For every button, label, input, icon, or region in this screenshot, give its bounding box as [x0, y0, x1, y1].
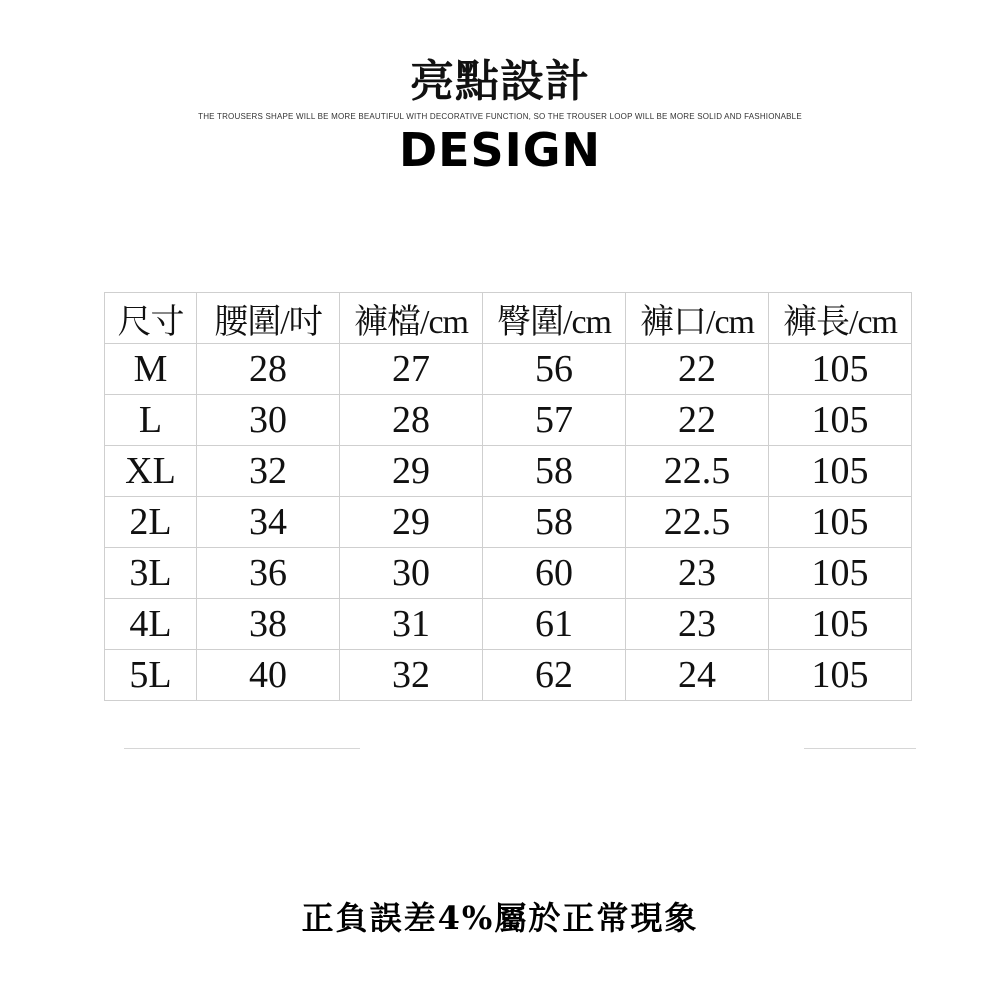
table-row: [105, 650, 912, 701]
waist-cell: 32: [197, 446, 340, 497]
column-header-leg-opening: 褲口/cm: [626, 293, 769, 344]
hip-cell: 61: [483, 599, 626, 650]
table-row: [105, 599, 912, 650]
feature-title-chinese: 亮點設計: [410, 56, 590, 107]
leg-opening-cell: 24: [626, 650, 769, 701]
size-cell: XL: [105, 446, 197, 497]
waist-cell: 28: [197, 344, 340, 395]
rise-cell: 30: [340, 548, 483, 599]
column-header-size: 尺寸: [105, 293, 197, 344]
rise-cell: 28: [340, 395, 483, 446]
hip-cell: 56: [483, 344, 626, 395]
table-row: [105, 548, 912, 599]
length-cell: 105: [769, 548, 912, 599]
column-header-rise: 褲檔/cm: [340, 293, 483, 344]
waist-cell: 36: [197, 548, 340, 599]
column-header-hip: 臀圍/cm: [483, 293, 626, 344]
waist-cell: 38: [197, 599, 340, 650]
divider-line-right: [804, 748, 916, 749]
rise-cell: 29: [340, 497, 483, 548]
table-row: [105, 446, 912, 497]
size-cell: 4L: [105, 599, 197, 650]
waist-cell: 30: [197, 395, 340, 446]
size-cell: L: [105, 395, 197, 446]
size-cell: 5L: [105, 650, 197, 701]
hip-cell: 62: [483, 650, 626, 701]
table-row: [105, 395, 912, 446]
leg-opening-cell: 22.5: [626, 497, 769, 548]
table-row: [105, 497, 912, 548]
table-row: [105, 344, 912, 395]
rise-cell: 29: [340, 446, 483, 497]
hip-cell: 60: [483, 548, 626, 599]
leg-opening-cell: 23: [626, 599, 769, 650]
column-header-waist: 腰圍/吋: [197, 293, 340, 344]
leg-opening-cell: 22: [626, 395, 769, 446]
feature-subtitle: THE TROUSERS SHAPE WILL BE MORE BEAUTIFUL WITH DECORATIVE FUNCTION, SO THE TROUSER LOOP WILL BE MORE SOLID AND FASHIONABLE: [198, 112, 802, 121]
size-cell: 2L: [105, 497, 197, 548]
leg-opening-cell: 23: [626, 548, 769, 599]
divider-line-left: [124, 748, 360, 749]
length-cell: 105: [769, 599, 912, 650]
size-cell: M: [105, 344, 197, 395]
length-cell: 105: [769, 395, 912, 446]
waist-cell: 40: [197, 650, 340, 701]
rise-cell: 31: [340, 599, 483, 650]
column-header-length: 褲長/cm: [769, 293, 912, 344]
size-cell: 3L: [105, 548, 197, 599]
table-header-row: [105, 293, 912, 344]
rise-cell: 27: [340, 344, 483, 395]
length-cell: 105: [769, 344, 912, 395]
waist-cell: 34: [197, 497, 340, 548]
rise-cell: 32: [340, 650, 483, 701]
length-cell: 105: [769, 650, 912, 701]
hip-cell: 57: [483, 395, 626, 446]
size-table: [104, 292, 912, 701]
length-cell: 105: [769, 446, 912, 497]
leg-opening-cell: 22: [626, 344, 769, 395]
leg-opening-cell: 22.5: [626, 446, 769, 497]
feature-title-english: DESIGN: [398, 123, 602, 177]
tolerance-note: 正負誤差4%屬於正常現象: [301, 899, 699, 937]
hip-cell: 58: [483, 446, 626, 497]
hip-cell: 58: [483, 497, 626, 548]
length-cell: 105: [769, 497, 912, 548]
